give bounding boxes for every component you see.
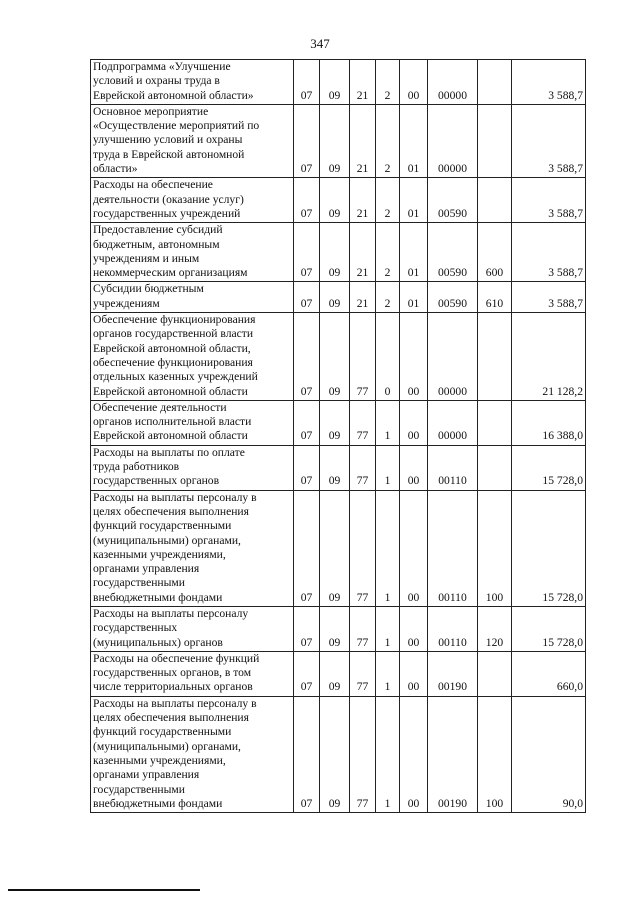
item-name-line: Основное мероприятие [93, 104, 209, 118]
table-row [91, 282, 586, 313]
item-name-line: учреждениям и иным [93, 251, 200, 265]
item-name-line: Субсидии бюджетным [93, 282, 204, 296]
program-code: 21 [350, 178, 376, 223]
item-name-line: Расходы на выплаты персоналу в [93, 490, 257, 504]
item-name [91, 400, 294, 445]
amount: 21 128,2 [512, 313, 586, 401]
program-code: 77 [350, 445, 376, 490]
subsection-code: 09 [320, 60, 350, 105]
event-code: 00 [400, 696, 428, 812]
item-name-line: казенными учреждениями, [93, 547, 226, 561]
amount: 90,0 [512, 696, 586, 812]
direction-code: 00000 [428, 313, 478, 401]
item-name-line: Расходы на выплаты по оплате [93, 445, 245, 459]
item-name [91, 104, 294, 177]
amount: 3 588,7 [512, 104, 586, 177]
item-name [91, 651, 294, 696]
event-code: 00 [400, 313, 428, 401]
item-name-line: числе территориальных органов [93, 680, 253, 694]
event-code: 00 [400, 445, 428, 490]
item-name-line: государственными [93, 576, 185, 590]
item-name-line: обеспечение функционирования [93, 355, 253, 369]
section-code: 07 [294, 313, 320, 401]
item-name-line: Обеспечение деятельности [93, 400, 227, 414]
item-name-line: целях обеспечения выполнения [93, 504, 249, 518]
subprogram-code: 2 [376, 178, 400, 223]
expense-type-code [478, 313, 512, 401]
item-name-line: Еврейской автономной области» [93, 88, 254, 102]
table-row [91, 696, 586, 812]
event-code: 01 [400, 282, 428, 313]
direction-code: 00000 [428, 104, 478, 177]
item-name [91, 60, 294, 105]
subprogram-code: 0 [376, 313, 400, 401]
table-row [91, 104, 586, 177]
item-name [91, 178, 294, 223]
subsection-code: 09 [320, 606, 350, 651]
section-code: 07 [294, 490, 320, 606]
expense-type-code [478, 178, 512, 223]
amount: 3 588,7 [512, 178, 586, 223]
program-code: 77 [350, 400, 376, 445]
subsection-code: 09 [320, 696, 350, 812]
section-code: 07 [294, 104, 320, 177]
program-code: 77 [350, 606, 376, 651]
expense-type-code: 100 [478, 490, 512, 606]
subprogram-code: 1 [376, 490, 400, 606]
item-name [91, 696, 294, 812]
subsection-code: 09 [320, 313, 350, 401]
item-name-line: внебюджетными фондами [93, 590, 223, 604]
amount: 3 588,7 [512, 223, 586, 282]
subsection-code: 09 [320, 178, 350, 223]
subsection-code: 09 [320, 282, 350, 313]
subprogram-code: 1 [376, 445, 400, 490]
event-code: 00 [400, 60, 428, 105]
item-name-line: улучшению условий и охраны [93, 133, 243, 147]
item-name-line: труда работников [93, 460, 180, 474]
program-code: 21 [350, 282, 376, 313]
direction-code: 00590 [428, 223, 478, 282]
direction-code: 00110 [428, 490, 478, 606]
expense-type-code [478, 60, 512, 105]
item-name-line: государственных органов, в том [93, 666, 252, 680]
event-code: 00 [400, 400, 428, 445]
amount: 660,0 [512, 651, 586, 696]
program-code: 77 [350, 313, 376, 401]
item-name-line: (муниципальными) органами, [93, 739, 241, 753]
section-code: 07 [294, 651, 320, 696]
item-name-line: внебюджетными фондами [93, 796, 223, 810]
expense-type-code [478, 400, 512, 445]
direction-code: 00190 [428, 696, 478, 812]
subsection-code: 09 [320, 445, 350, 490]
item-name-line: некоммерческим организациям [93, 266, 248, 280]
item-name-line: органов исполнительной власти [93, 415, 252, 429]
item-name [91, 313, 294, 401]
amount: 3 588,7 [512, 282, 586, 313]
program-code: 77 [350, 490, 376, 606]
table-row [91, 313, 586, 401]
subsection-code: 09 [320, 400, 350, 445]
event-code: 00 [400, 490, 428, 606]
program-code: 77 [350, 696, 376, 812]
budget-table [90, 59, 586, 813]
program-code: 77 [350, 651, 376, 696]
event-code: 01 [400, 178, 428, 223]
expense-type-code [478, 651, 512, 696]
subsection-code: 09 [320, 651, 350, 696]
subprogram-code: 1 [376, 696, 400, 812]
table-row [91, 651, 586, 696]
item-name-line: Расходы на выплаты персоналу в [93, 696, 257, 710]
expense-type-code [478, 445, 512, 490]
item-name-line: органами управления [93, 562, 200, 576]
item-name-line: отдельных казенных учреждений [93, 370, 258, 384]
event-code: 00 [400, 651, 428, 696]
section-code: 07 [294, 223, 320, 282]
direction-code: 00190 [428, 651, 478, 696]
item-name-line: Еврейской автономной области [93, 384, 248, 398]
expense-type-code: 610 [478, 282, 512, 313]
subsection-code: 09 [320, 490, 350, 606]
item-name [91, 282, 294, 313]
table-row [91, 606, 586, 651]
expense-type-code: 100 [478, 696, 512, 812]
item-name-line: целях обеспечения выполнения [93, 711, 249, 725]
item-name-line: Еврейской автономной области [93, 429, 248, 443]
direction-code: 00590 [428, 282, 478, 313]
direction-code: 00000 [428, 60, 478, 105]
event-code: 01 [400, 223, 428, 282]
direction-code: 00590 [428, 178, 478, 223]
item-name [91, 606, 294, 651]
item-name-line: Подпрограмма «Улучшение [93, 60, 231, 73]
subprogram-code: 1 [376, 400, 400, 445]
item-name-line: функций государственными [93, 519, 232, 533]
table-row [91, 490, 586, 606]
table-row [91, 60, 586, 105]
item-name-line: (муниципальными) органами, [93, 533, 241, 547]
item-name-line: Расходы на выплаты персоналу [93, 606, 249, 620]
section-code: 07 [294, 400, 320, 445]
item-name-line: государственных органов [93, 474, 220, 488]
item-name-line: Еврейской автономной области, [93, 341, 251, 355]
program-code: 21 [350, 223, 376, 282]
subprogram-code: 1 [376, 651, 400, 696]
item-name-line: деятельности (оказание услуг) [93, 192, 244, 206]
item-name-line: условий и охраны труда в [93, 74, 220, 88]
subprogram-code: 2 [376, 282, 400, 313]
section-code: 07 [294, 445, 320, 490]
item-name-line: труда в Еврейской автономной [93, 147, 245, 161]
amount: 16 388,0 [512, 400, 586, 445]
section-code: 07 [294, 178, 320, 223]
subprogram-code: 2 [376, 104, 400, 177]
table-row [91, 400, 586, 445]
item-name [91, 223, 294, 282]
subsection-code: 09 [320, 104, 350, 177]
item-name-line: бюджетным, автономным [93, 237, 220, 251]
item-name-line: органами управления [93, 768, 200, 782]
table-row [91, 178, 586, 223]
item-name-line: учреждениям [93, 296, 160, 310]
section-code: 07 [294, 606, 320, 651]
amount: 15 728,0 [512, 445, 586, 490]
subprogram-code: 2 [376, 223, 400, 282]
event-code: 01 [400, 104, 428, 177]
table-row [91, 445, 586, 490]
amount: 3 588,7 [512, 60, 586, 105]
expense-type-code: 600 [478, 223, 512, 282]
item-name-line: государственных [93, 621, 178, 635]
event-code: 00 [400, 606, 428, 651]
amount: 15 728,0 [512, 490, 586, 606]
item-name-line: казенными учреждениями, [93, 753, 226, 767]
item-name [91, 490, 294, 606]
direction-code: 00000 [428, 400, 478, 445]
item-name-line: органов государственной власти [93, 327, 254, 341]
subsection-code: 09 [320, 223, 350, 282]
item-name-line: государственных учреждений [93, 206, 241, 220]
section-code: 07 [294, 282, 320, 313]
amount: 15 728,0 [512, 606, 586, 651]
item-name-line: (муниципальных) органов [93, 635, 223, 649]
subprogram-code: 2 [376, 60, 400, 105]
item-name [91, 445, 294, 490]
subprogram-code: 1 [376, 606, 400, 651]
expense-type-code [478, 104, 512, 177]
item-name-line: государственными [93, 782, 185, 796]
direction-code: 00110 [428, 445, 478, 490]
item-name-line: функций государственными [93, 725, 232, 739]
item-name-line: Расходы на обеспечение [93, 178, 213, 192]
footer-rule [8, 889, 200, 891]
direction-code: 00110 [428, 606, 478, 651]
item-name-line: Обеспечение функционирования [93, 313, 256, 327]
section-code: 07 [294, 696, 320, 812]
table-row [91, 223, 586, 282]
item-name-line: Предоставление субсидий [93, 223, 223, 237]
item-name-line: Расходы на обеспечение функций [93, 651, 260, 665]
item-name-line: «Осуществление мероприятий по [93, 119, 260, 133]
budget-table-body [91, 60, 586, 813]
item-name-line: области» [93, 162, 138, 176]
program-code: 21 [350, 60, 376, 105]
expense-type-code: 120 [478, 606, 512, 651]
section-code: 07 [294, 60, 320, 105]
program-code: 21 [350, 104, 376, 177]
page-number: 347 [310, 36, 330, 51]
